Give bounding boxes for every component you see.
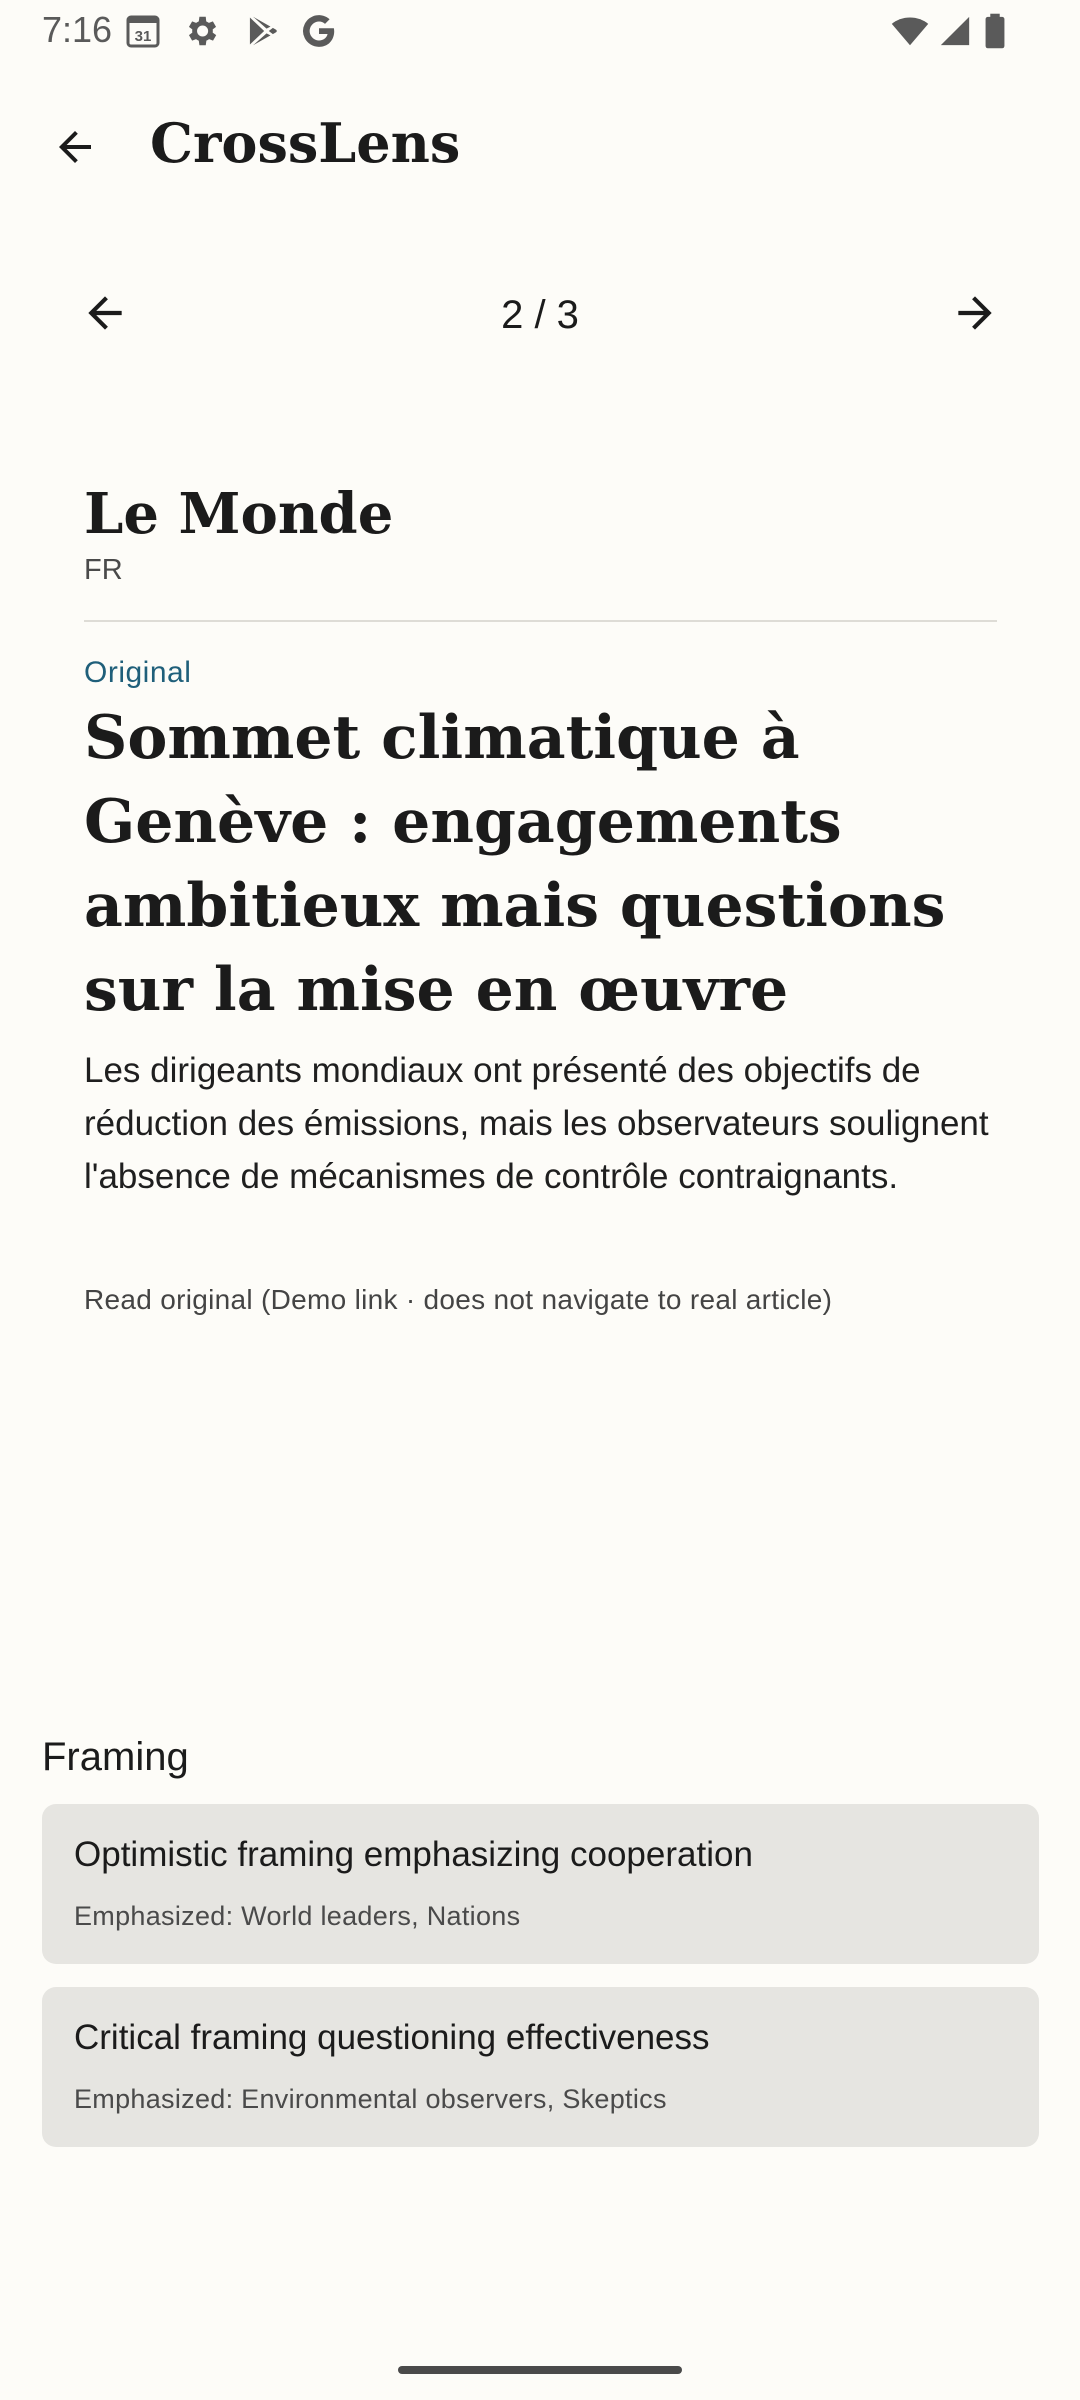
calendar-icon — [124, 12, 162, 50]
next-article-button[interactable] — [940, 280, 1010, 350]
wifi-icon — [890, 12, 930, 50]
calendar-day: 31 — [134, 28, 152, 45]
framing-card-emphasized: Emphasized: Environmental observers, Skeptics — [74, 2084, 667, 2114]
signal-icon — [938, 12, 972, 50]
previous-article-button[interactable] — [70, 280, 140, 350]
arrow-left-icon — [51, 123, 99, 176]
article-headline: Sommet climatique à Genève : engagements ambitieux mais questions sur la mise en œuvre — [84, 703, 946, 1025]
app-title: CrossLens — [150, 111, 461, 175]
back-button[interactable] — [40, 114, 110, 184]
divider — [84, 620, 997, 622]
arrow-right-icon — [950, 288, 1000, 343]
source-name: Le Monde — [84, 481, 394, 547]
play-store-icon — [242, 12, 280, 50]
google-icon — [300, 12, 338, 50]
page-indicator: 2 / 3 — [501, 293, 579, 337]
arrow-left-icon — [80, 288, 130, 343]
home-indicator[interactable] — [398, 2366, 682, 2374]
source-language: FR — [84, 554, 123, 586]
settings-icon — [182, 12, 220, 50]
framing-card-title: Critical framing questioning effectiveness — [74, 2018, 710, 2057]
status-bar — [0, 0, 1080, 64]
framing-card-emphasized: Emphasized: World leaders, Nations — [74, 1901, 521, 1931]
battery-icon — [984, 12, 1006, 50]
article-summary: Les dirigeants mondiaux ont présenté des objectifs de réduction des émissions, mais les observateurs soulignent l'absence de mécanismes de contrôle contraignants. — [84, 1051, 989, 1196]
framing-title: Framing — [42, 1735, 189, 1779]
original-label: Original — [84, 656, 192, 689]
framing-card — [42, 1987, 1039, 2147]
framing-card-title: Optimistic framing emphasizing cooperation — [74, 1835, 753, 1874]
app-bar — [0, 90, 1080, 200]
framing-card — [42, 1804, 1039, 1964]
article-pager — [0, 270, 1080, 360]
read-original-link[interactable]: Read original (Demo link · does not navigate to real article) — [84, 1284, 833, 1315]
status-time: 7:16 — [42, 9, 113, 50]
